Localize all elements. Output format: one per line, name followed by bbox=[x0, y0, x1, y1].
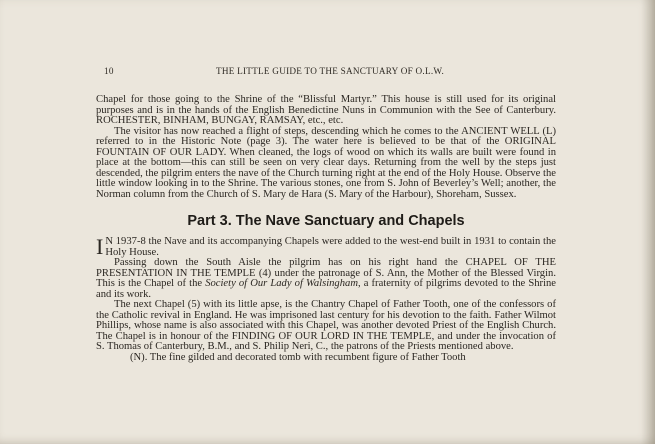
paragraph-chantry-chapel: The next Chapel (5) with its little apse, is the Chantry Chapel of Father Tooth, one of the confessors of the Catholic revival in England. He was imprisoned last century for his devotion to the faith. Father Wilmot Phillips, whose name is also associated with this Chapel, was another devoted Priest of the English Church. The Chapel is in honour of the FINDING OF OUR LORD IN THE TEMPLE, and under the invocation of S. Thomas of Canterbury, B.M., and S. Philip Neri, C., the patrons of the Priests mentioned above. bbox=[96, 299, 556, 352]
paragraph-nave-intro-text: N 1937-8 the Nave and its accompanying Chapels were added to the west-end built in 1931 to contain the Holy House. bbox=[105, 236, 556, 258]
paragraph-nave-intro bbox=[96, 234, 556, 259]
page-body bbox=[96, 95, 556, 363]
paragraph-chapel-continuation: Chapel for those going to the Shrine of the “Blissful Martyr.” This house is still used for its original purposes and is in the hands of the English Benedictine Nuns in Communion with the See of Canterbury. ROCHESTER, BINHAM, BUNGAY, RAMSAY, etc., etc. bbox=[96, 94, 556, 126]
page-gutter-shadow bbox=[641, 0, 655, 444]
drop-cap: I bbox=[96, 234, 104, 259]
page-header bbox=[104, 66, 556, 80]
south-aisle-text-start: Passing down the South Aisle the pilgrim has on his right hand the CHAPEL OF THE PRESENTATION IN THE TEMPLE (4) under the patronage of S. Ann, the Mother of the Blessed Virgin. This is the Chapel of the bbox=[96, 257, 556, 289]
page-number: 10 bbox=[104, 66, 114, 76]
paragraph-ancient-well: The visitor has now reached a flight of steps, descending which he comes to the ANCIENT WELL (L) referred to in the Historic Note (page 3). The water here is believed to be that of the ORIGINAL FOUNTAIN OF OUR LADY. When cleaned, the logs of wood on which its walls are built were found in place at the bottom—this can still be seen on very clear days. Returning from the well by the steps just descended, the pilgrim enters the nave of the Church turning right at the end of the Holy House. Observe the little window looking in to the Shrine. The various stones, one from S. John of Beverley’s Well; another, the Norman column from the Church of S. Mary de Hara (S. Mary of the Harbour), Shoreham, Sussex. bbox=[96, 125, 556, 200]
south-aisle-text-end: , a fraternity of pilgrims devoted to the Shrine and its work. bbox=[96, 278, 557, 300]
paragraph-tomb: (N). The fine gilded and decorated tomb with recumbent figure of Father Tooth bbox=[130, 351, 466, 363]
society-name: Society of Our Lady of Walsingham bbox=[205, 278, 358, 289]
running-head: THE LITTLE GUIDE TO THE SANCTUARY OF O.L.W. bbox=[215, 66, 444, 76]
section-heading: Part 3. The Nave Sanctuary and Chapels bbox=[187, 213, 465, 229]
paragraph-south-aisle bbox=[96, 258, 556, 300]
